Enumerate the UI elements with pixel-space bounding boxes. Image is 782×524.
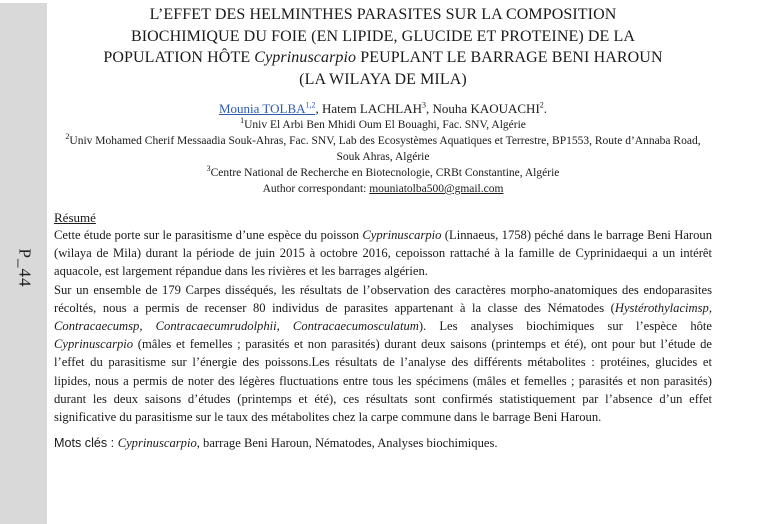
- corresponding-email-link[interactable]: mouniatolba500@gmail.com: [369, 183, 504, 195]
- affiliation-2: [54, 133, 712, 165]
- abstract-paragraph-2: [54, 281, 712, 427]
- page-label: P_44: [15, 248, 34, 288]
- abstract-p2-species: Cyprinuscarpio: [54, 337, 134, 352]
- affiliation-1-mark: 1: [240, 116, 245, 126]
- author-1-name[interactable]: Mounia TOLBA: [218, 101, 306, 116]
- abstract-heading: Résumé: [54, 210, 96, 225]
- abstract-paragraph-1: [54, 226, 712, 281]
- author-1-link[interactable]: [219, 101, 316, 116]
- title-line-2: BIOCHIMIQUE DU FOIE (EN LIPIDE, GLUCIDE ET PROTEINE) DE LA: [130, 27, 636, 45]
- abstract-p2-text-c: (mâles et femelles ; parasités et non parasités) durant deux saisons (printemps et été), ont pour but l’étude de l’effet du parasitisme sur l’énergie des poissons.Les résultats de l’analyse des différents métabolites : protéines, glucides et lipides, nous a permis de noter des légères fluctuations entre tous les spécimens (mâles et femelles ; parasités et non parasités) durant les deux saisons d’études (printemps et été), ces résultats sont confirmés statistiquement par l’absence d’un effet significative du parasitisme sur le taux des métabolites chez la carpe commune dans le barrage Beni Haroun.: [54, 337, 712, 425]
- author-list-end: .: [543, 101, 548, 116]
- title-line-1: L’EFFET DES HELMINTHES PARASITES SUR LA COMPOSITION: [149, 6, 617, 23]
- affiliation-2-mark: 2: [65, 132, 70, 142]
- page-label-container: [6, 243, 42, 293]
- affiliation-1: [54, 117, 712, 133]
- author-3-affil-mark: 2: [539, 100, 544, 110]
- title-line-3-start: POPULATION HÔTE: [103, 49, 255, 66]
- page-sidebar: [0, 3, 47, 524]
- abstract-p2-text-b: ). Les analyses biochimiques sur l’espèce hôte: [418, 319, 713, 334]
- author-2-affil-mark: 3: [422, 100, 427, 110]
- author-1-affil-mark: 1,2: [305, 100, 316, 110]
- title-line-4: (LA WILAYA DE MILA): [299, 70, 467, 88]
- abstract-p2-taxa: Hystérothylacimsp, Contracaecumsp, Contracaecumrudolphii, Contracaecumosculatum: [54, 300, 712, 334]
- corresponding-label: Author correspondant:: [262, 183, 370, 195]
- affiliation-1-text: Univ El Arbi Ben Mhidi Oum El Bouaghi, Fac. SNV, Algérie: [244, 119, 526, 131]
- author-list: [54, 100, 712, 117]
- corresponding-author: [54, 181, 712, 197]
- affiliation-3-text: Centre National de Recherche en Biotecnologie, CRBt Constantine, Algérie: [210, 167, 560, 179]
- affiliation-2-text: Univ Mohamed Cherif Messaadia Souk-Ahras, Fac. SNV, Lab des Ecosystèmes Aquatiques et Terrestre, BP1553, Route d’Annaba Road, Souk Ahras, Algérie: [69, 135, 701, 163]
- abstract-p1-species: Cyprinuscarpio: [362, 228, 442, 242]
- abstract-p1-text-b: (Linnaeus, 1758) péché dans le barrage Beni Haroun (wilaya de Mila) durant la période de juin 2015 à octobre 2016, cepoisson rattaché à la famille de Cyprinidaequi a un intérêt aquacole, est largement répandue dans les rivières et les barrages algérien.: [54, 228, 712, 279]
- keywords-line: [54, 434, 712, 452]
- title-species: Cyprinuscarpio: [254, 49, 357, 66]
- abstract-p1-text-a: Cette étude porte sur le parasitisme d’une espèce du poisson: [54, 228, 363, 242]
- keywords-rest: , barrage Beni Haroun, Nématodes, Analyses biochimiques.: [196, 436, 498, 451]
- author-2-name: , Hatem LACHLAH: [315, 101, 423, 116]
- paper-content: [54, 4, 712, 452]
- title-line-3-end: PEUPLANT LE BARRAGE BENI HAROUN: [356, 49, 663, 66]
- author-3-name: , Nouha KAOUACHI: [426, 101, 540, 116]
- paper-title: [54, 4, 712, 90]
- affiliation-3: [54, 165, 712, 181]
- keywords-species: Cyprinuscarpio: [117, 436, 197, 451]
- abstract-p2-text-a: Sur un ensemble de 179 Carpes disséqués, les résultats de l’observation des caractères morpho-anatomiques des endoparasites récoltés, nous a permis de recenser 80 individus de parasites appartenant à la classe des Nématodes (: [54, 282, 712, 315]
- affiliation-3-mark: 3: [206, 164, 211, 174]
- keywords-label: Mots clés :: [54, 436, 118, 451]
